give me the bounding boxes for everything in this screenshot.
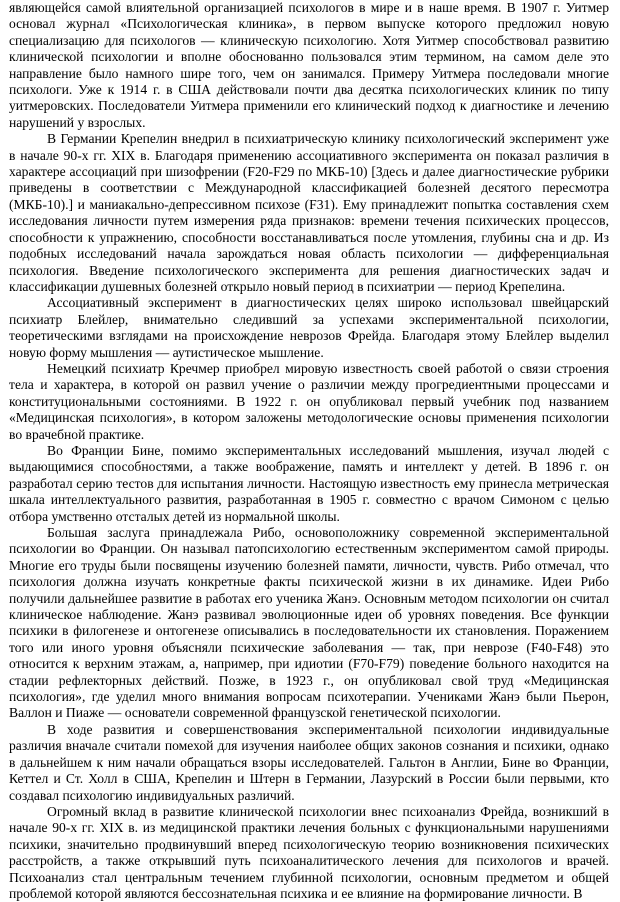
paragraph-6: Большая заслуга принадлежала Рибо, основоположнику современной экспериментальной психологии во Франции. Он называл патопсихологию естественным экспериментом самой природы. Многие его труды были посвящены изучению болезней памяти, личности, чувств. Рибо отмечал, что психология должна изучать конкретные факты психической жизни в их динамике. Идеи Рибо получили дальнейшее развитие в работах его ученика Жанэ. Основным методом психологии он считал клиническое наблюдение. Жанэ развивал эволюционные идеи об уровнях поведения. Все функции психики в филогенезе и онтогенезе описывались в последовательности их становления. Поражением того или иного уровня объясняли психические заболевания — так, при неврозе (F40-F48) это относится к верхним этажам, а, например, при идиотии (F70-F79) поведение больного находится на стадии рефлекторных действий. Позже, в 1923 г., он опубликовал свой труд «Медицинская психология», где уделил много внимания вопросам психотерапии. Учениками Жанэ были Пьерон, Валлон и Пиаже — основатели современной французской генетической психологии. (9, 525, 609, 721)
document-page (9, 0, 609, 901)
paragraph-7: В ходе развития и совершенствования экспериментальной психологии индивидуальные различия вначале считали помехой для изучения наиболее общих законов сознания и психики, однако в дальнейшем к ним начали обращаться взоры исследователей. Гальтон в Англии, Бине во Франции, Кеттел и Ст. Холл в США, Крепелин и Штерн в Германии, Лазурский в России были первыми, кто создавал психологию индивидуальных различий. (9, 721, 609, 803)
paragraph-3: Ассоциативный эксперимент в диагностических целях широко использовал швейцарский психиатр Блейлер, внимательно следивший за успехами экспериментальной психологии, теоретическими взглядами на происхождение неврозов Фрейда. Благодаря этому Блейлер выделил новую форму мышления — аутистическое мышление. (9, 295, 609, 360)
paragraph-1: являющейся самой влиятельной организацией психологов в мире и в наше время. В 1907 г. Уитмер основал журнал «Психологическая клиника», в первом выпуске которого предложил новую специализацию для психологов — клиническую психологию. Хотя Уитмер способствовал развитию клинической психологии и вполне обоснованно пользовался этим термином, на самом деле это направление было намного шире того, чем он занимался. Примеру Уитмера последовали многие психологи. Уже к 1914 г. в США действовали почти два десятка психологических клиник по типу уитмеровских. Последователи Уитмера применили его клинический подход к диагностике и лечению нарушений у взрослых. (9, 0, 609, 130)
paragraph-4: Немецкий психиатр Кречмер приобрел мировую известность своей работой о связи строения тела и характера, в которой он развил учение о различии между прогредиентными процессами и конституциональными состояниями. В 1922 г. он опубликовал первый учебник под названием «Медицинская психология», в котором заложены методологические основы применения психологии во врачебной практике. (9, 360, 609, 442)
paragraph-2: В Германии Крепелин внедрил в психиатрическую клинику психологический эксперимент уже в начале 90-х гг. XIX в. Благодаря применению ассоциативного эксперимента он показал различия в характере ассоциаций при шизофрении (F20-F29 по МКБ-10) [Здесь и далее диагностические рубрики приведены в соответствии с Международной классификацией болезней десятого пересмотра (МКБ-10).] и маниакально-депрессивном психозе (F31). Ему принадлежит попытка составления схем исследования личности путем измерения ряда признаков: времени течения психических процессов, способности к упражнению, способности восстанавливаться после утомления, глубины сна и др. Из подобных исследований начала зарождаться новая область психологии — дифференциальная психология. Введение психологического эксперимента для решения диагностических задач и классификации душевных болезней открыло новый период в психиатрии — период Крепелина. (9, 131, 609, 294)
paragraph-8: Огромный вклад в развитие клинической психологии внес психоанализ Фрейда, возникший в начале 90-х гг. XIX в. из медицинской практики лечения больных с функциональными нарушениями психики, значительно продвинувший вперед психологическую теорию возникновения психических расстройств, а также открывший путь психоаналитического лечения для психологов и врачей. Психоанализ стал центральным течением глубинной психологии, основным предметом и общей проблемой которой являются бессознательная психика и ее влияние на формирование личности. В (9, 803, 609, 901)
paragraph-5: Во Франции Бине, помимо экспериментальных исследований мышления, изучал людей с выдающимися способностями, а также воображение, память и интеллект у детей. В 1896 г. он разработал серию тестов для испытания личности. Настоящую известность ему принесла метрическая шкала интеллектуального развития, разработанная в 1905 г. совместно с врачом Симоном с целью отбора умственно отсталых детей из нормальной школы. (9, 442, 609, 524)
